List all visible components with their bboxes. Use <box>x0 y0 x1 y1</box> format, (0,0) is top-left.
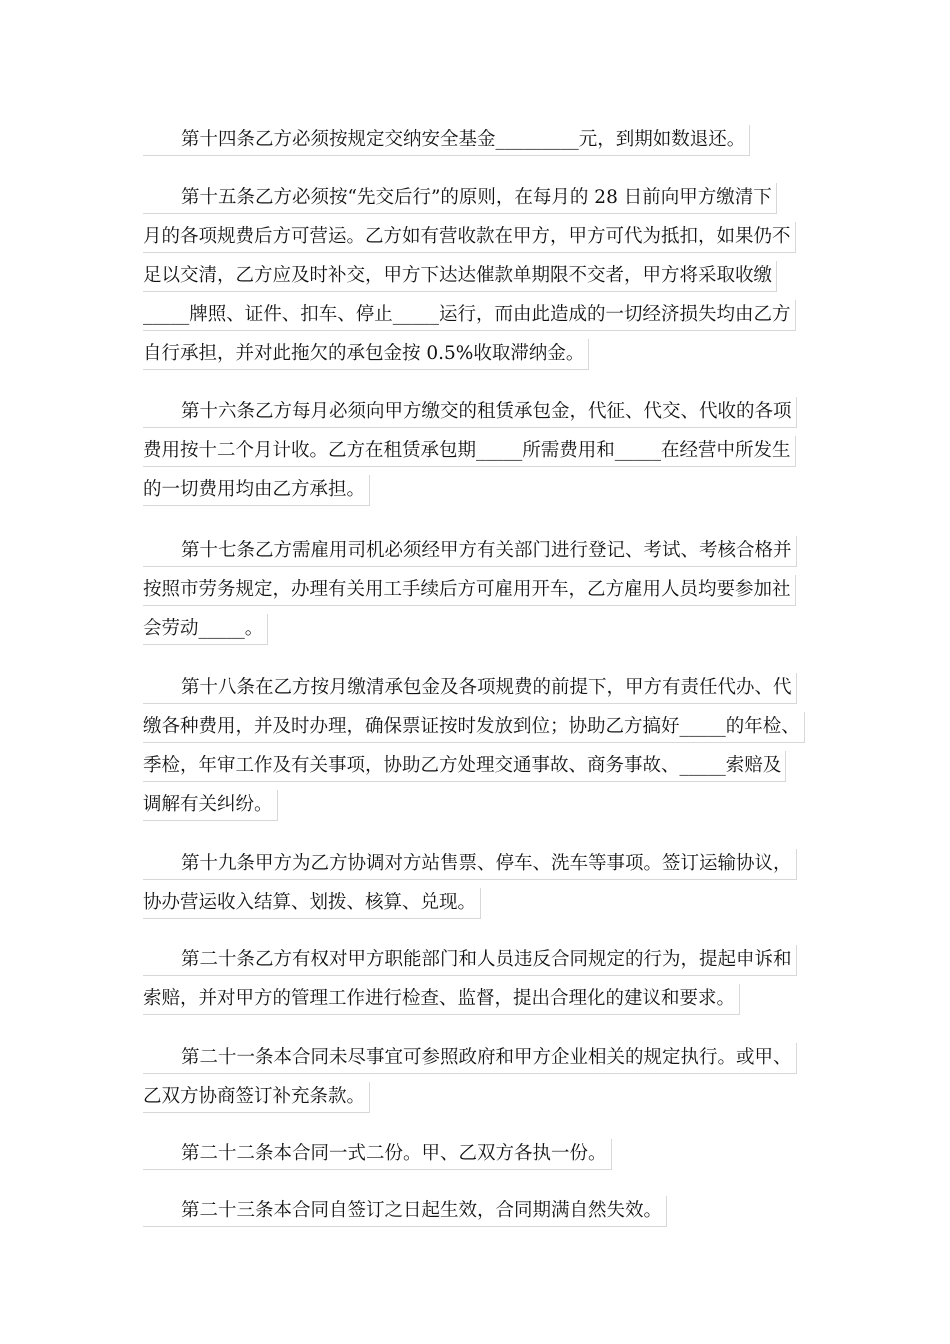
line-text: _____牌照、证件、扣车、停止_____运行，而由此造成的一切经济损失均由乙方 <box>143 300 796 331</box>
text-line <box>143 1082 797 1121</box>
line-text: 第十五条乙方必须按“先交后行”的原则，在每月的 28 日前向甲方缴清下 <box>143 183 777 214</box>
line-text: 按照市劳务规定，办理有关用工手续后方可雇用开车，乙方雇用人员均要参加社 <box>143 575 796 606</box>
line-text: 足以交清，乙方应及时补交，甲方下达达催款单期限不交者，甲方将采取收缴 <box>143 261 777 292</box>
article-16 <box>143 397 797 514</box>
line-text: 季检，年审工作及有关事项，协助乙方处理交通事故、商务事故、_____索赔及 <box>143 751 786 782</box>
text-line <box>143 945 797 984</box>
article-21 <box>143 1043 797 1121</box>
line-text: 第二十条乙方有权对甲方职能部门和人员违反合同规定的行为，提起申诉和 <box>143 945 797 976</box>
text-line <box>143 300 796 339</box>
line-text: 自行承担，并对此拖欠的承包金按 0.5%收取滞纳金。 <box>143 339 589 370</box>
text-line <box>143 125 750 164</box>
text-line <box>143 397 797 436</box>
line-text: 调解有关纠纷。 <box>143 790 278 821</box>
line-text: 第十六条乙方每月必须向甲方缴交的租赁承包金，代征、代交、代收的各项 <box>143 397 797 428</box>
line-text: 第十四条乙方必须按规定交纳安全基金_________元，到期如数退还。 <box>143 125 750 156</box>
line-text: 缴各种费用，并及时办理，确保票证按时发放到位；协助乙方搞好_____的年检、 <box>143 712 805 743</box>
text-line <box>143 849 797 888</box>
text-line <box>143 1139 612 1178</box>
text-line <box>143 712 805 751</box>
line-text: 的一切费用均由乙方承担。 <box>143 475 370 506</box>
text-line <box>143 984 797 1023</box>
line-text: 乙双方协商签订补充条款。 <box>143 1082 370 1113</box>
line-text: 索赔，并对甲方的管理工作进行检查、监督，提出合理化的建议和要求。 <box>143 984 740 1015</box>
text-line <box>143 475 797 514</box>
article-14 <box>143 125 750 164</box>
article-15 <box>143 183 796 378</box>
text-line <box>143 261 796 300</box>
article-19 <box>143 849 797 927</box>
text-line <box>143 222 796 261</box>
line-text: 第二十一条本合同未尽事宜可参照政府和甲方企业相关的规定执行。或甲、 <box>143 1043 797 1074</box>
line-text: 第十九条甲方为乙方协调对方站售票、停车、洗车等事项。签订运输协议， <box>143 849 797 880</box>
text-line <box>143 436 797 475</box>
line-text: 第十八条在乙方按月缴清承包金及各项规费的前提下，甲方有责任代办、代 <box>143 673 797 704</box>
text-line <box>143 673 805 712</box>
article-22 <box>143 1139 612 1178</box>
line-text: 费用按十二个月计收。乙方在租赁承包期_____所需费用和_____在经营中所发生 <box>143 436 796 467</box>
article-20 <box>143 945 797 1023</box>
line-text: 月的各项规费后方可营运。乙方如有营收款在甲方，甲方可代为抵扣，如果仍不 <box>143 222 796 253</box>
text-line <box>143 888 797 927</box>
article-17 <box>143 536 797 653</box>
text-line <box>143 1043 797 1082</box>
line-text: 协办营运收入结算、划拨、核算、兑现。 <box>143 888 481 919</box>
article-23 <box>143 1196 667 1235</box>
line-text: 第二十二条本合同一式二份。甲、乙双方各执一份。 <box>143 1139 612 1170</box>
text-line <box>143 536 797 575</box>
article-18 <box>143 673 805 829</box>
text-line <box>143 1196 667 1235</box>
line-text: 第二十三条本合同自签订之日起生效，合同期满自然失效。 <box>143 1196 667 1227</box>
text-line <box>143 183 796 222</box>
text-line <box>143 790 805 829</box>
text-line <box>143 575 797 614</box>
line-text: 第十七条乙方需雇用司机必须经甲方有关部门进行登记、考试、考核合格并 <box>143 536 797 567</box>
line-text: 会劳动_____。 <box>143 614 268 645</box>
text-line <box>143 751 805 790</box>
text-line <box>143 339 796 378</box>
text-line <box>143 614 797 653</box>
